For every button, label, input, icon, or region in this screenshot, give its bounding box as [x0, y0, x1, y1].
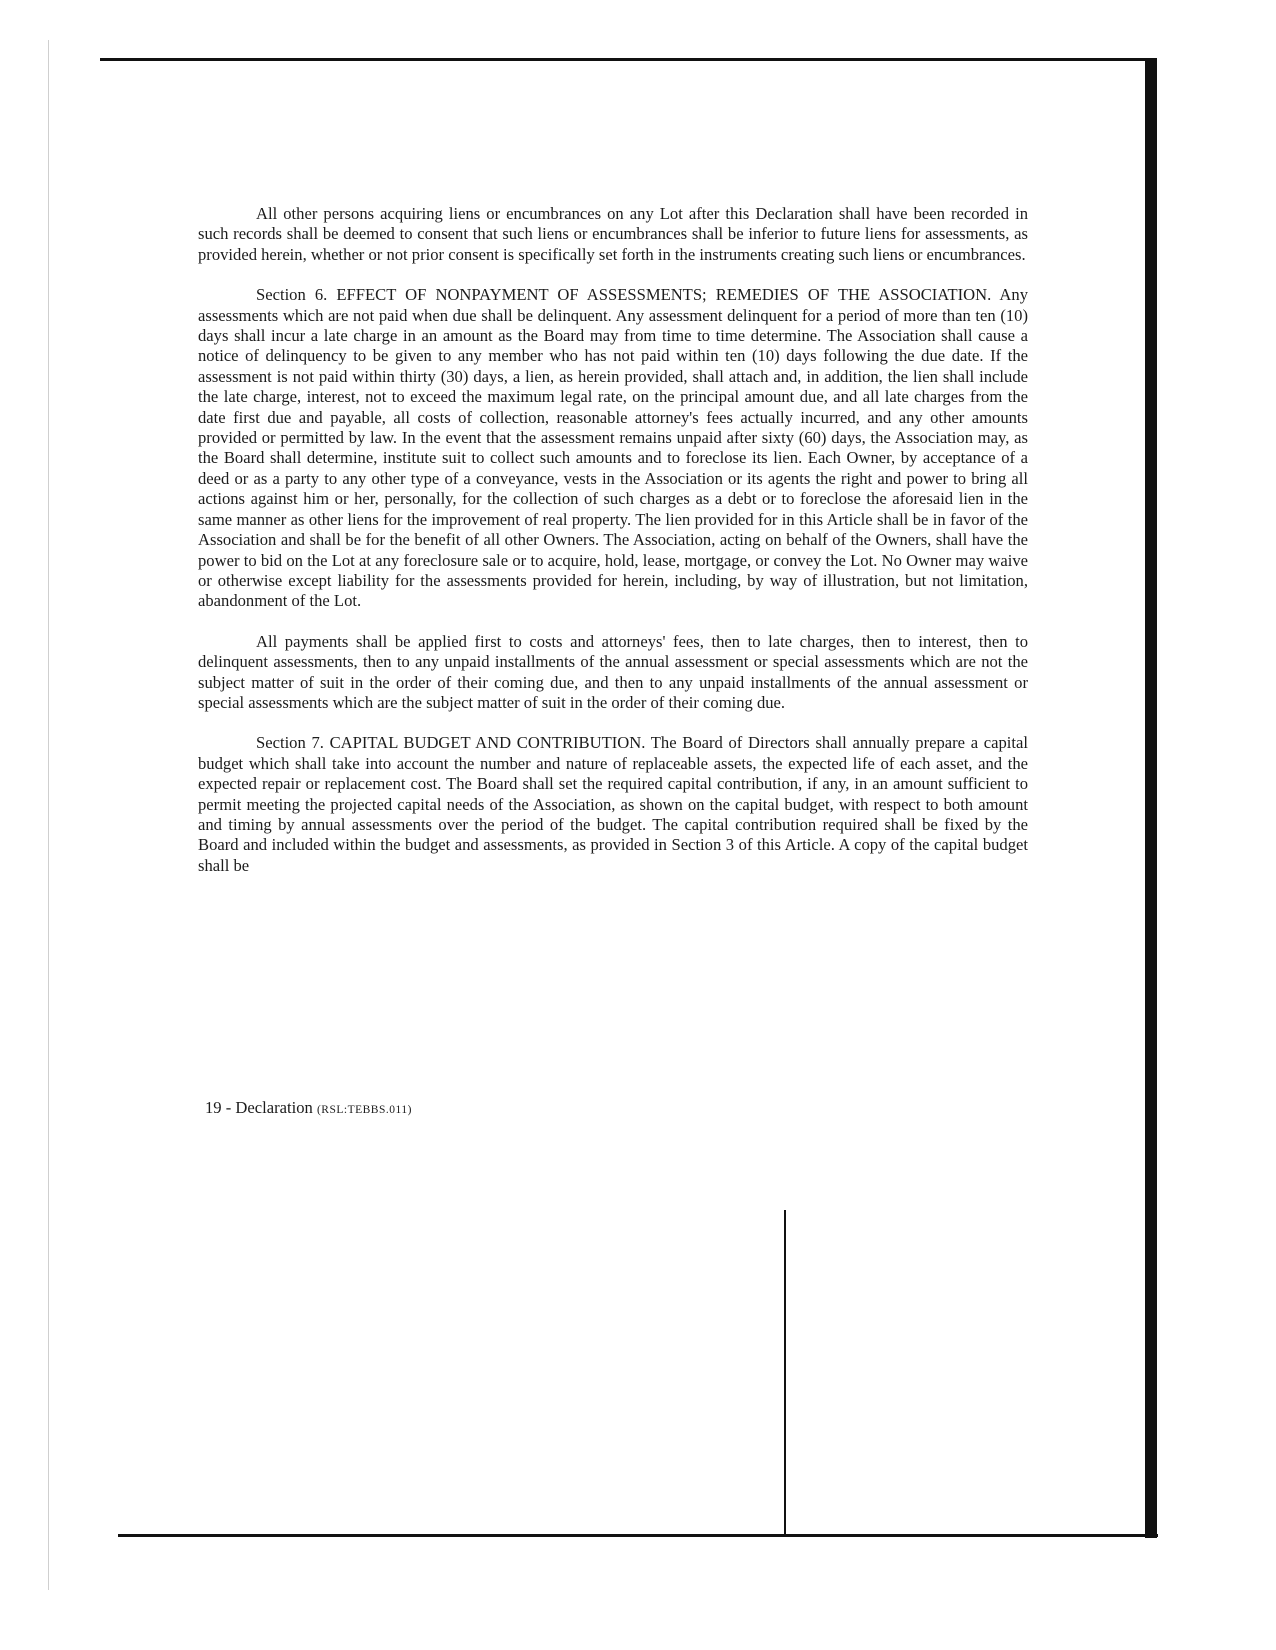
scan-top-border: [100, 58, 1150, 61]
scan-edge-line: [48, 40, 49, 1590]
paragraph-section-6: Section 6. EFFECT OF NONPAYMENT OF ASSESSMENTS; REMEDIES OF THE ASSOCIATION. Any assessments which are not paid when due shall be delinquent. Any assessment delinquent for a period of more than ten (10) days shall incur a late charge in an amount as the Board may from time to time determine. The Association shall cause a notice of delinquency to be given to any member who has not paid within ten (10) days following the due date. If the assessment is not paid within thirty (30) days, a lien, as herein provided, shall attach and, in addition, the lien shall include the late charge, interest, not to exceed the maximum legal rate, on the principal amount due, and all late charges from the date first due and payable, all costs of collection, reasonable attorney's fees actually incurred, and any other amounts provided or permitted by law. In the event that the assessment remains unpaid after sixty (60) days, the Association may, as the Board shall determine, institute suit to collect such amounts and to foreclose its lien. Each Owner, by acceptance of a deed or as a party to any other type of a conveyance, vests in the Association or its agents the right and power to bring all actions against him or her, personally, for the collection of such charges as a debt or to foreclose the aforesaid lien in the same manner as other liens for the improvement of real property. The lien provided for in this Article shall be in favor of the Association and shall be for the benefit of all other Owners. The Association, acting on behalf of the Owners, shall have the power to bid on the Lot at any foreclosure sale or to acquire, hold, lease, mortgage, or convey the Lot. No Owner may waive or otherwise except liability for the assessments provided for herein, including, by way of illustration, but not limitation, abandonment of the Lot.: [198, 285, 1028, 611]
document-body: [198, 204, 1028, 896]
footer-reference: (RSL:TEBBS.011): [316, 1104, 412, 1116]
scan-bottom-border: [118, 1534, 1158, 1537]
paragraph-section-7: Section 7. CAPITAL BUDGET AND CONTRIBUTION. The Board of Directors shall annually prepare a capital budget which shall take into account the number and nature of replaceable assets, the expected life of each asset, and the expected repair or replacement cost. The Board shall set the required capital contribution, if any, in an amount sufficient to permit meeting the projected capital needs of the Association, as shown on the capital budget, with respect to both amount and timing by annual assessments over the period of the budget. The capital contribution required shall be fixed by the Board and included within the budget and assessments, as provided in Section 3 of this Article. A copy of the capital budget shall be: [198, 733, 1028, 875]
page-footer: [205, 1098, 412, 1118]
footer-page-label: 19 - Declaration: [205, 1098, 313, 1117]
paragraph-payments: All payments shall be applied first to costs and attorneys' fees, then to late charges, then to interest, then to delinquent assessments, then to any unpaid installments of the annual assessment or special assessments which are not the subject matter of suit in the order of their coming due, and then to any unpaid installments of the annual assessment or special assessments which are the subject matter of suit in the order of their coming due.: [198, 631, 1028, 712]
paragraph-liens: All other persons acquiring liens or encumbrances on any Lot after this Declaration shall have been recorded in such records shall be deemed to consent that such liens or encumbrances shall be inferior to future liens for assessments, as provided herein, whether or not prior consent is specifically set forth in the instruments creating such liens or encumbrances.: [198, 204, 1028, 264]
scan-right-border: [1145, 58, 1157, 1538]
scan-inner-vertical-line: [784, 1210, 786, 1535]
